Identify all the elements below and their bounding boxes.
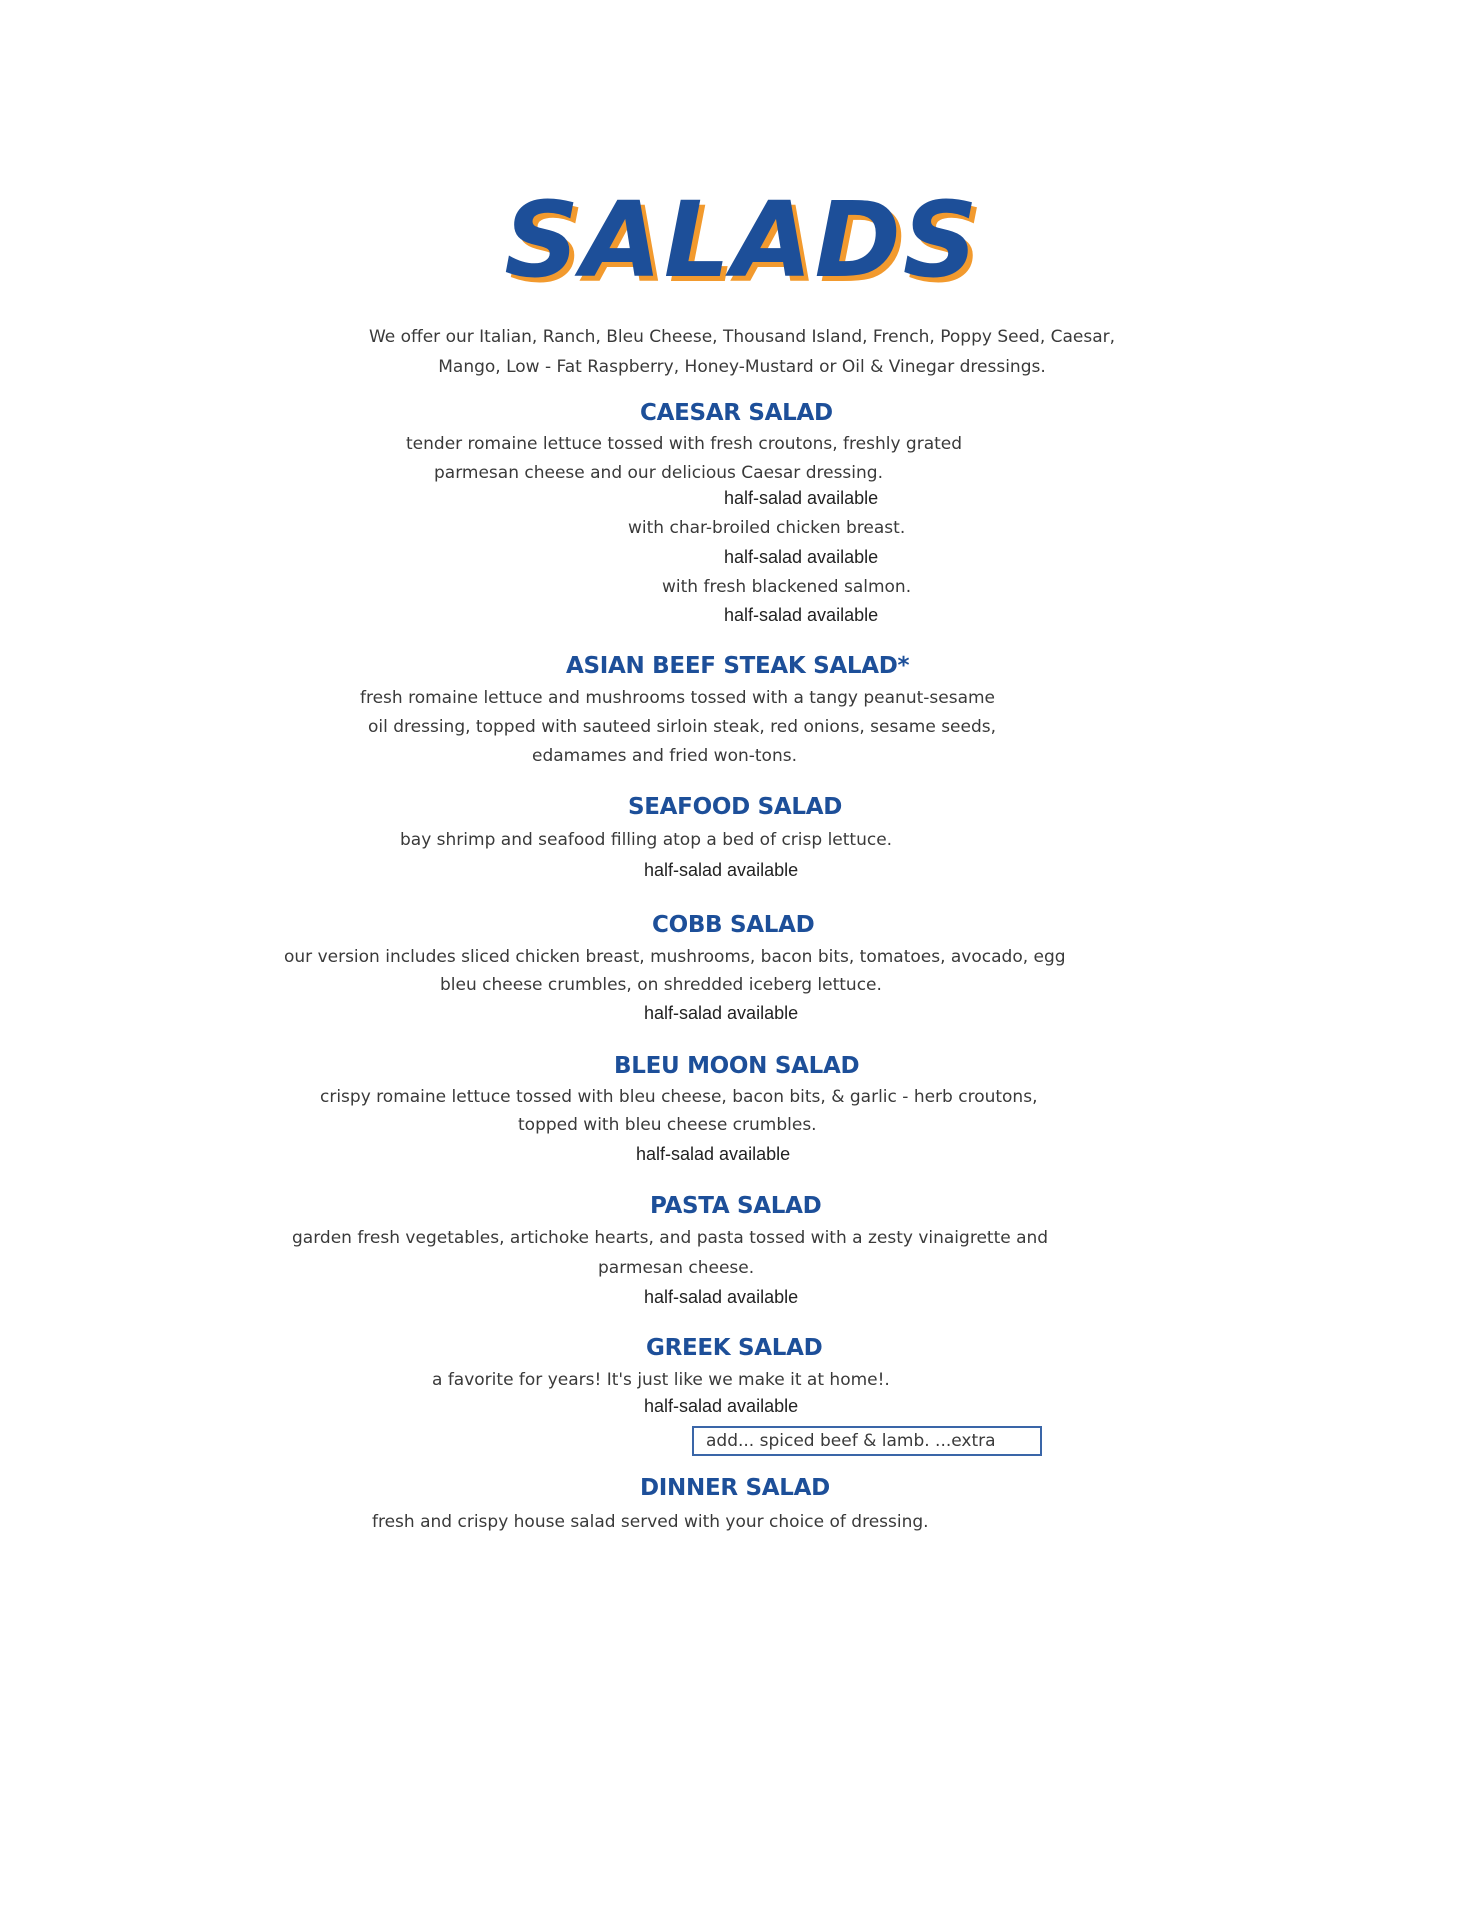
- bleu-moon-salad-description: topped with bleu cheese crumbles.: [518, 1115, 817, 1135]
- seafood-salad-description: bay shrimp and seafood filling atop a bed of crisp lettuce.: [400, 830, 893, 850]
- greek-salad-heading: GREEK SALAD: [646, 1335, 823, 1361]
- cobb-salad-description: our version includes sliced chicken breast, mushrooms, bacon bits, tomatoes, avocado, egg: [284, 947, 1066, 967]
- dinner-salad-description: fresh and crispy house salad served with your choice of dressing.: [372, 1512, 929, 1532]
- bleu-moon-salad-description: crispy romaine lettuce tossed with bleu cheese, bacon bits, & garlic - herb croutons,: [320, 1087, 1038, 1107]
- half-salad-note: half-salad available: [636, 1144, 791, 1164]
- dinner-salad-heading: DINNER SALAD: [640, 1475, 830, 1501]
- caesar-salad-heading: CAESAR SALAD: [640, 400, 833, 426]
- greek-addon-note: add... spiced beef & lamb. ...extra: [692, 1426, 1042, 1456]
- half-salad-note: half-salad available: [724, 547, 879, 567]
- asian-salad-description: fresh romaine lettuce and mushrooms tossed with a tangy peanut-sesame: [360, 688, 996, 708]
- cobb-salad-description: bleu cheese crumbles, on shredded iceberg lettuce.: [440, 975, 882, 995]
- half-salad-note: half-salad available: [724, 488, 879, 508]
- half-salad-note: half-salad available: [724, 605, 879, 625]
- half-salad-note: half-salad available: [644, 1287, 799, 1307]
- caesar-salad-description: parmesan cheese and our delicious Caesar dressing.: [434, 463, 883, 483]
- pasta-salad-description: parmesan cheese.: [598, 1258, 755, 1278]
- asian-salad-description: edamames and fried won-tons.: [532, 746, 797, 766]
- bleu-moon-salad-heading: BLEU MOON SALAD: [614, 1053, 860, 1079]
- intro-line: We offer our Italian, Ranch, Bleu Cheese, Thousand Island, French, Poppy Seed, Caesar,: [368, 327, 1116, 347]
- half-salad-note: half-salad available: [644, 1003, 799, 1023]
- caesar-chicken-option: with char-broiled chicken breast.: [628, 518, 906, 538]
- greek-salad-description: a favorite for years! It's just like we make it at home!.: [432, 1370, 890, 1390]
- dressings-intro: [230, 322, 1254, 382]
- caesar-salad-description: tender romaine lettuce tossed with fresh croutons, freshly grated: [406, 434, 963, 454]
- asian-beef-steak-salad-heading: ASIAN BEEF STEAK SALAD*: [566, 653, 910, 679]
- half-salad-note: half-salad available: [644, 1396, 799, 1416]
- intro-line: Mango, Low - Fat Raspberry, Honey-Mustard or Oil & Vinegar dressings.: [438, 357, 1046, 377]
- pasta-salad-description: garden fresh vegetables, artichoke hearts, and pasta tossed with a zesty vinaigrette and: [292, 1228, 1049, 1248]
- pasta-salad-heading: PASTA SALAD: [650, 1193, 822, 1219]
- caesar-salmon-option: with fresh blackened salmon.: [662, 577, 912, 597]
- page-title: SALADS: [504, 179, 980, 301]
- seafood-salad-heading: SEAFOOD SALAD: [628, 794, 843, 820]
- half-salad-note: half-salad available: [644, 860, 799, 880]
- asian-salad-description: oil dressing, topped with sauteed sirloin steak, red onions, sesame seeds,: [368, 717, 997, 737]
- cobb-salad-heading: COBB SALAD: [652, 912, 815, 938]
